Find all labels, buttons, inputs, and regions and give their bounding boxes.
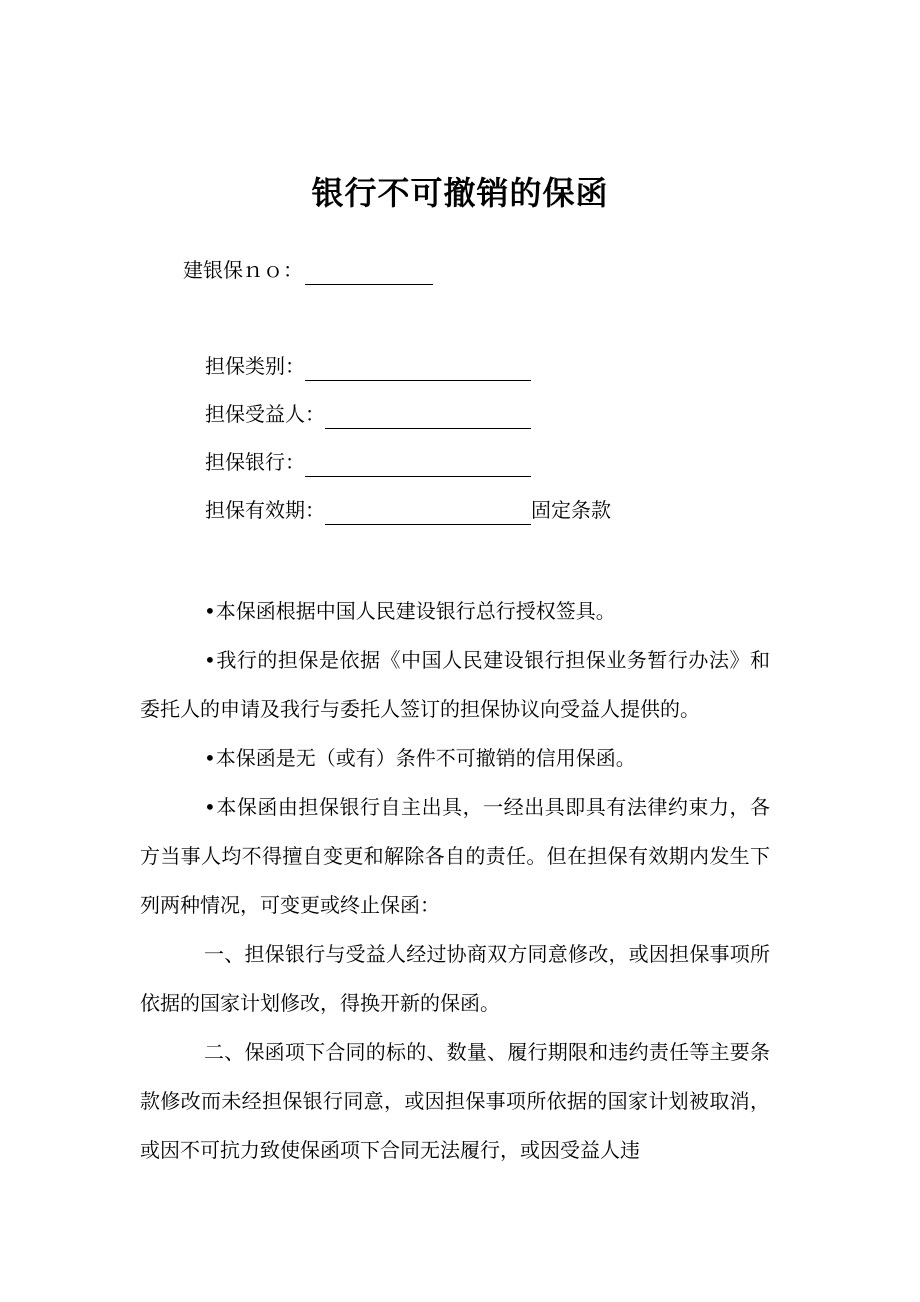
field-label: 担保有效期： [205, 498, 325, 522]
document-title: 银行不可撤销的保函 [311, 174, 609, 212]
paragraph: •我行的担保是依据《中国人民建设银行担保业务暂行办法》和委托人的申请及我行与委托人签订的担保协议向受益人提供的。 [140, 648, 770, 721]
field-beneficiary [205, 399, 531, 429]
field-suffix: 固定条款 [531, 498, 611, 522]
paragraph: •本保函是无（或有）条件不可撤销的信用保函。 [204, 746, 636, 770]
field-validity-period [205, 495, 611, 525]
paragraph: •本保函根据中国人民建设银行总行授权签具。 [204, 599, 616, 623]
document-body [140, 587, 770, 1175]
field-label: 担保银行： [205, 450, 305, 474]
paragraph: 一、担保银行与受益人经过协商双方同意修改，或因担保事项所依据的国家计划修改，得换开新的保函。 [140, 942, 770, 1015]
field-blank [325, 406, 531, 429]
field-blank [305, 454, 531, 477]
field-blank [305, 358, 531, 381]
reference-number-blank [305, 262, 433, 285]
field-label: 担保受益人： [205, 402, 325, 426]
field-label: 担保类别： [205, 354, 305, 378]
paragraph: 二、保函项下合同的标的、数量、履行期限和违约责任等主要条款修改而未经担保银行同意，或因担保事项所依据的国家计划被取消，或因不可抗力致使保函项下合同无法履行，或因受益人违 [140, 1040, 770, 1162]
field-guarantor-bank [205, 447, 531, 477]
paragraph: •本保函由担保银行自主出具，一经出具即具有法律约束力，各方当事人均不得擅自变更和解除各自的责任。但在担保有效期内发生下列两种情况，可变更或终止保函： [140, 795, 770, 917]
reference-number-line [183, 255, 433, 285]
reference-number-label: 建银保ｎｏ： [183, 258, 303, 282]
field-guarantee-type [205, 351, 531, 381]
field-blank [325, 502, 531, 525]
